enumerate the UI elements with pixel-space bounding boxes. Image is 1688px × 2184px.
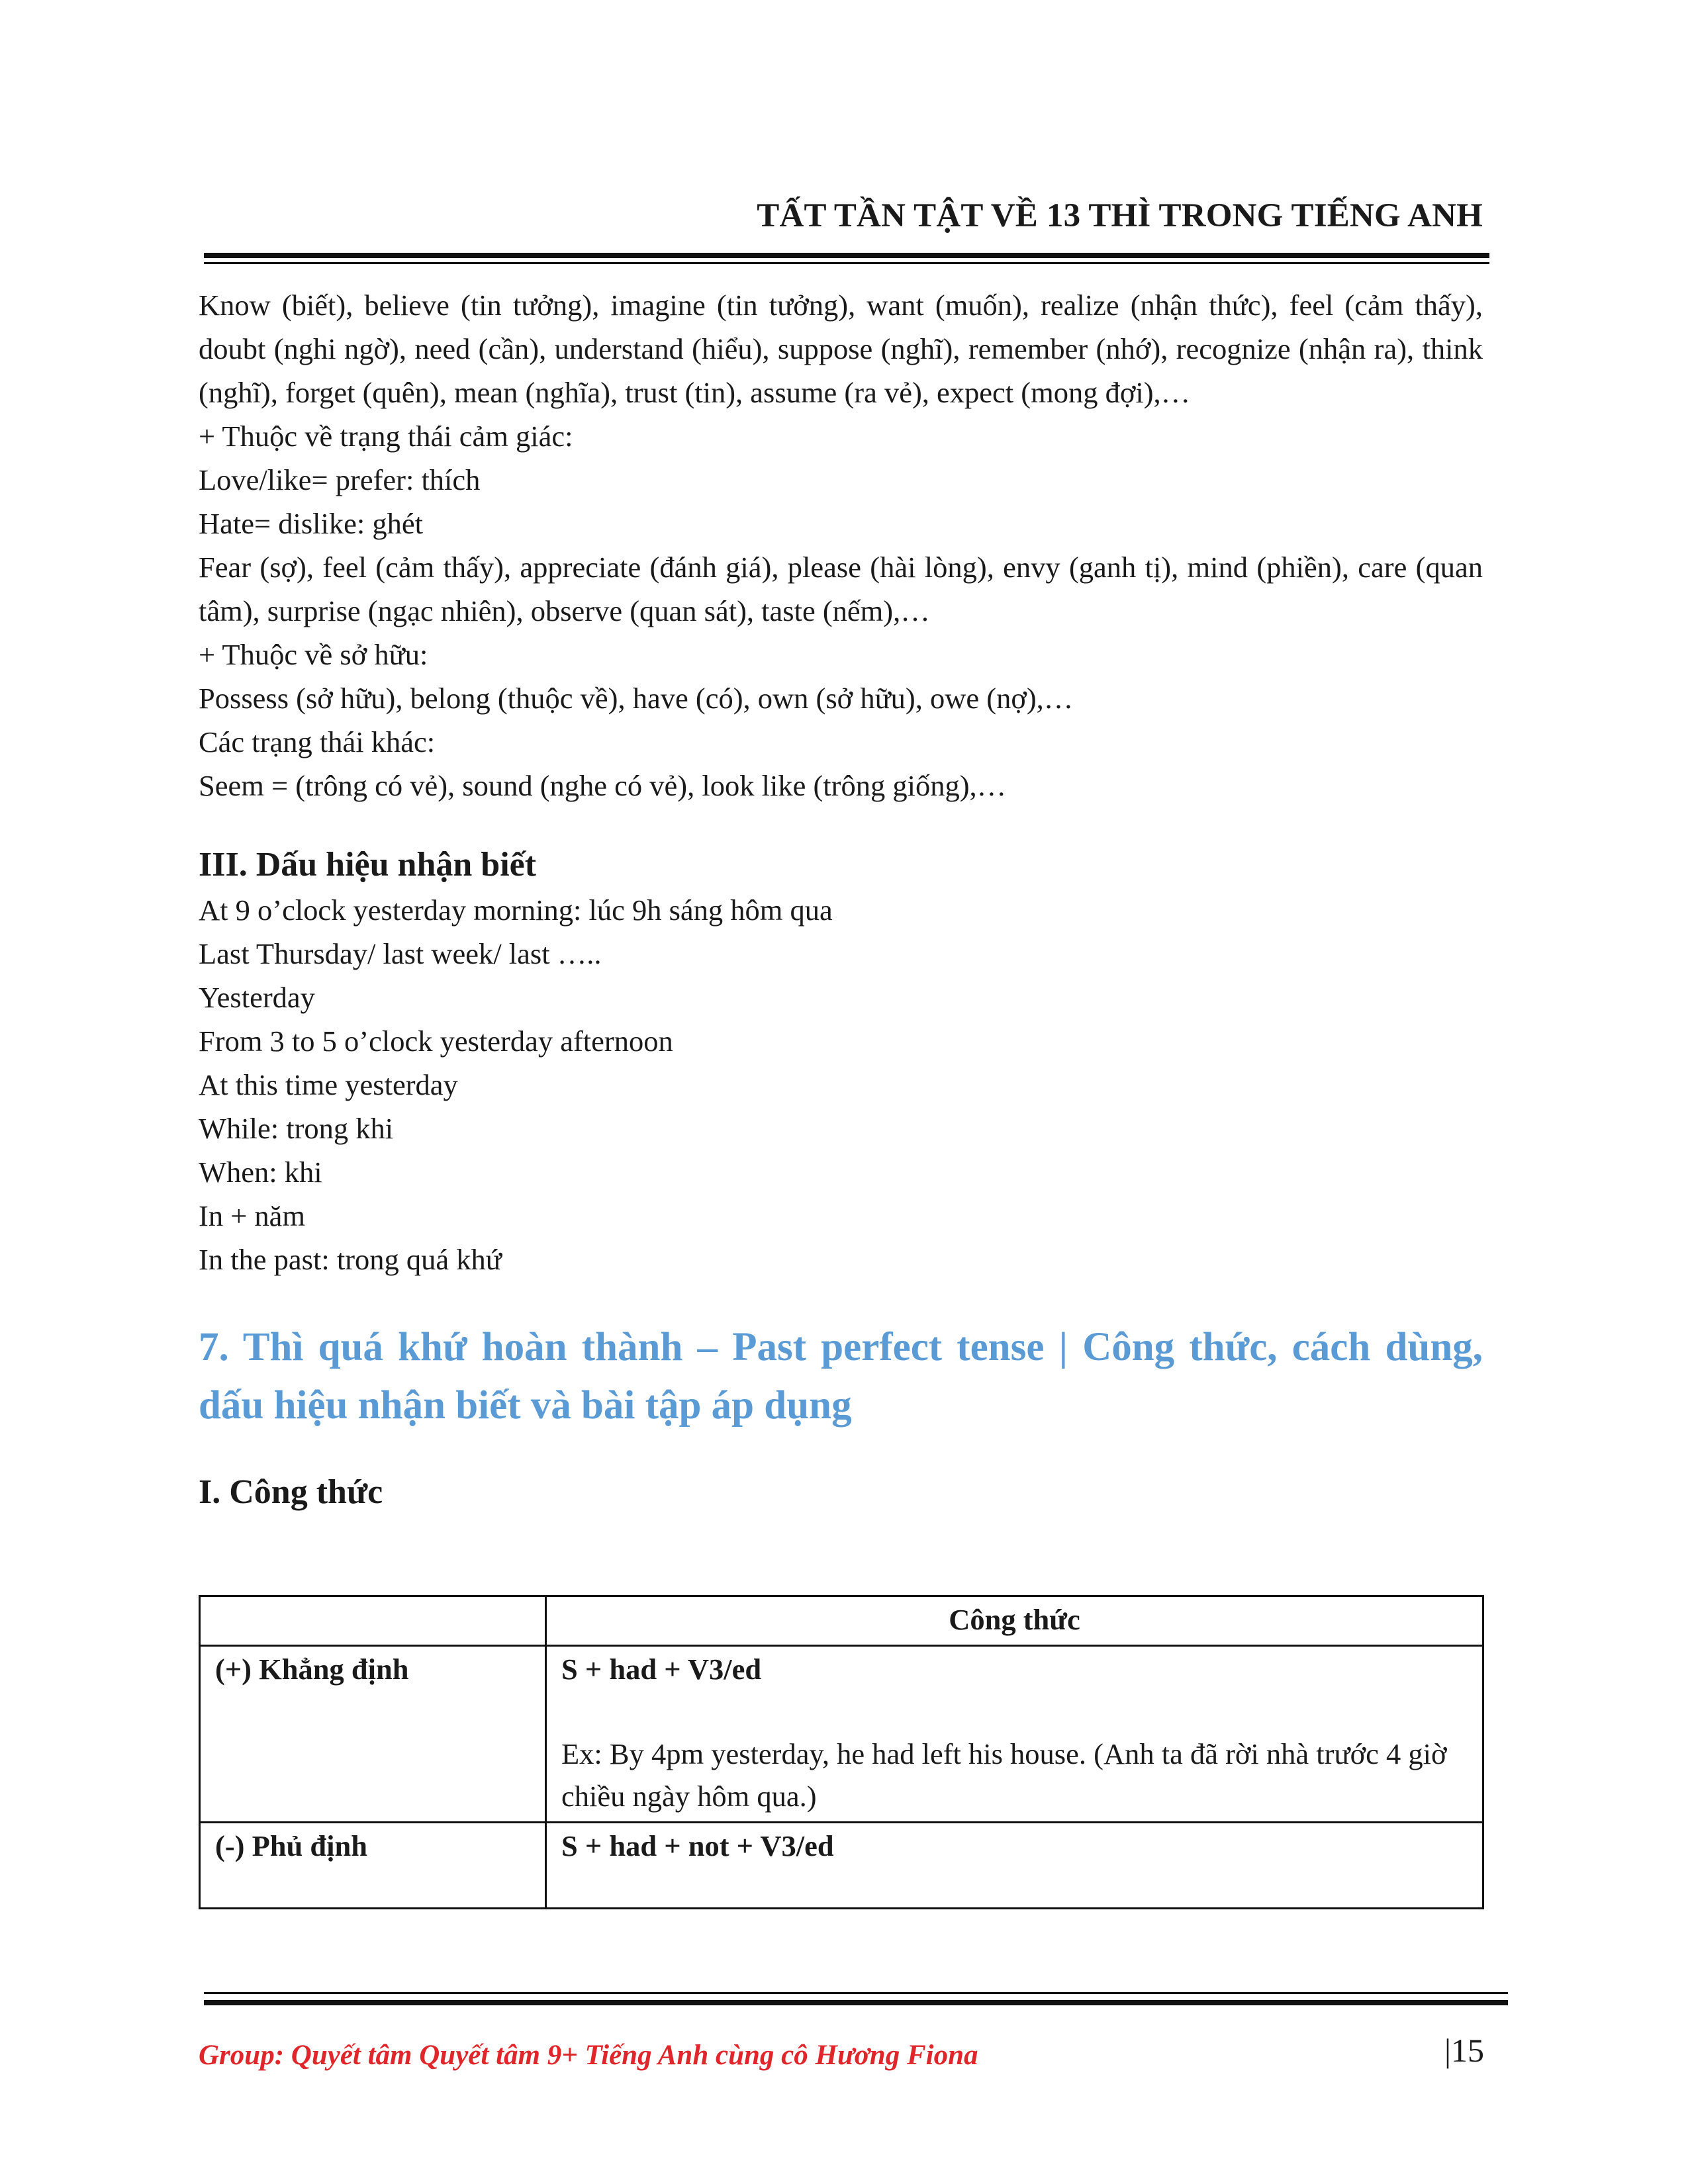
sign-item: Last Thursday/ last week/ last ….. [199,937,602,970]
other-states-list: Seem = (trông có vẻ), sound (nghe có vẻ), look like (trông giống),… [199,769,1007,802]
affirmative-cell [546,1646,1483,1823]
hate-line: Hate= dislike: ghét [199,507,423,540]
footer-rule-thin [204,1992,1508,1994]
sign-item: At this time yesterday [199,1068,458,1101]
sign-item: While: trong khi [199,1112,394,1145]
sign-item: Yesterday [199,981,315,1014]
page-number: |15 [1444,2032,1484,2069]
header-rule-thick [204,253,1489,258]
table-row [200,1823,1483,1909]
sign-item: In the past: trong quá khứ [199,1243,502,1276]
negative-label: (-) Phủ định [200,1823,546,1909]
emotion-heading: + Thuộc về trạng thái cảm giác: [199,420,573,453]
table-row [200,1646,1483,1823]
table-header-formula: Công thức [546,1596,1483,1646]
page-header-title: TẤT TẦN TẬT VỀ 13 THÌ TRONG TIẾNG ANH [757,197,1483,234]
signs-heading: III. Dấu hiệu nhận biết [199,846,537,884]
formula-heading: I. Công thức [199,1473,383,1511]
affirmative-formula: S + had + V3/ed [561,1653,762,1686]
table-header-empty [200,1596,546,1646]
sign-item: From 3 to 5 o’clock yesterday afternoon [199,1024,673,1058]
possession-heading: + Thuộc về sở hữu: [199,638,428,671]
footer-rule-thick [204,2000,1508,2005]
header-rule-thin [204,262,1489,264]
formula-table [199,1595,1484,1909]
emotion-verbs-list: Fear (sợ), feel (cảm thấy), appreciate (đánh giá), please (hài lòng), envy (ganh tị), mind (phiền), care (quan tâm), surprise (ngạc nhiên), observe (quan sát), taste (nếm),… [199,551,1483,627]
affirmative-label: (+) Khẳng định [200,1646,546,1823]
sign-item: At 9 o’clock yesterday morning: lúc 9h sáng hôm qua [199,893,833,927]
affirmative-example: Ex: By 4pm yesterday, he had left his house. (Anh ta đã rời nhà trước 4 giờ chiều ngày hôm qua.) [561,1737,1447,1813]
section-7-heading: 7. Thì quá khứ hoàn thành – Past perfect tense | Công thức, cách dùng, dấu hiệu nhận biết và bài tập áp dụng [199,1325,1483,1428]
page-body [199,283,1483,1516]
footer-group-text: Group: Quyết tâm Quyết tâm 9+ Tiếng Anh cùng cô Hương Fiona [199,2040,978,2071]
sign-item: In + năm [199,1199,306,1232]
love-line: Love/like= prefer: thích [199,463,481,496]
negative-cell [546,1823,1483,1909]
negative-formula: S + had + not + V3/ed [561,1829,834,1862]
perception-verbs-list: Know (biết), believe (tin tưởng), imagine (tin tưởng), want (muốn), realize (nhận thức), feel (cảm thấy), doubt (nghi ngờ), need (cần), understand (hiểu), suppose (nghĩ), remember (nhớ), recognize (nhận ra), think (nghĩ), forget (quên), mean (nghĩa), trust (tin), assume (ra vẻ), expect (mong đợi),… [199,289,1483,409]
table-header-row [200,1596,1483,1646]
other-states-heading: Các trạng thái khác: [199,725,436,758]
possession-verbs-list: Possess (sở hữu), belong (thuộc về), have (có), own (sở hữu), owe (nợ),… [199,682,1074,715]
sign-item: When: khi [199,1156,322,1189]
